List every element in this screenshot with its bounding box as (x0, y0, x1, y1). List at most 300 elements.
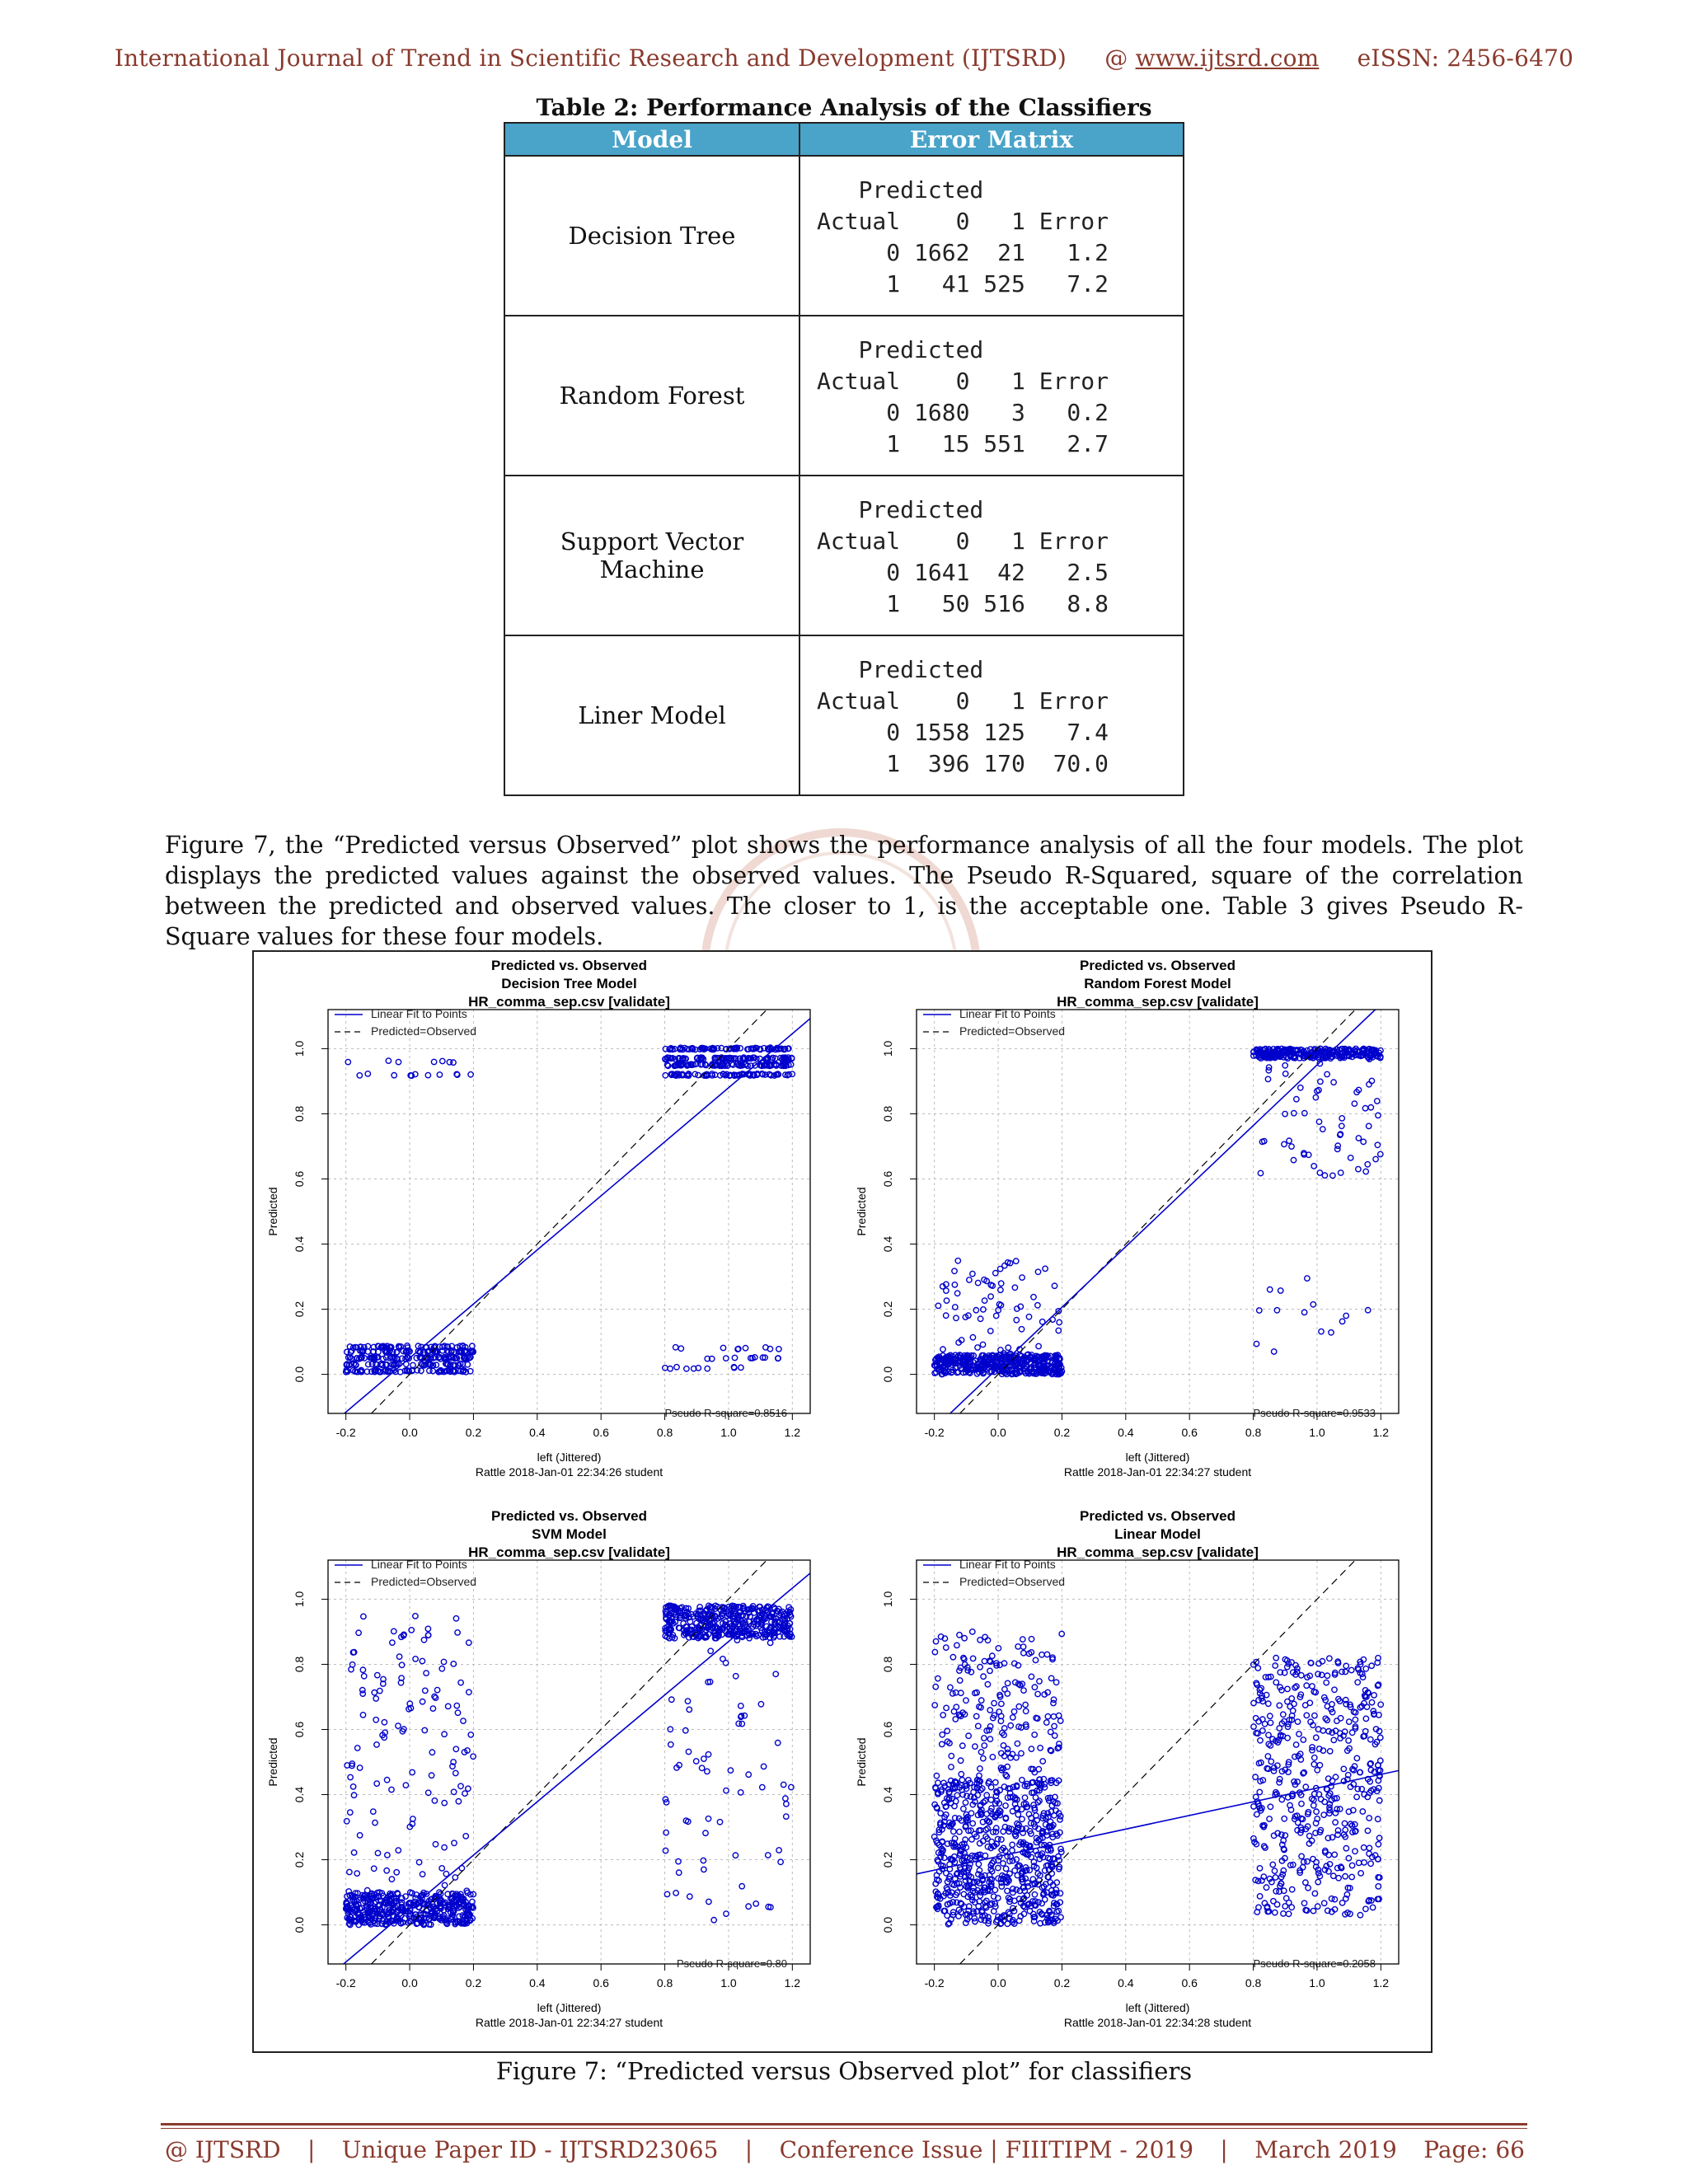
data-point (1357, 1913, 1362, 1918)
data-point (957, 1633, 962, 1638)
data-point (1271, 1899, 1276, 1904)
footer-conference: Conference Issue | FIIITIPM - 2019 (779, 2136, 1194, 2163)
data-point (1343, 1874, 1348, 1879)
data-point (1037, 1679, 1042, 1684)
y-tick-label: 0.4 (293, 1786, 306, 1803)
model-cell: Decision Tree (504, 156, 799, 316)
data-point (1350, 1730, 1355, 1735)
data-point (738, 1365, 743, 1370)
data-point (1003, 1866, 1008, 1871)
data-point (962, 1636, 967, 1641)
data-point (1020, 1816, 1025, 1821)
data-point (699, 1765, 704, 1770)
data-point (365, 1888, 370, 1893)
data-point (374, 1781, 379, 1786)
data-point (743, 1346, 748, 1351)
data-point (950, 1691, 955, 1696)
data-point (959, 1690, 964, 1695)
data-point (442, 1844, 447, 1849)
x-tick-label: -0.2 (335, 1426, 356, 1439)
error-matrix: Predicted Actual 0 1 Error 0 1662 21 1.2 1 41 525 7.2 (817, 176, 1109, 298)
data-point (1015, 1644, 1020, 1649)
legend-label: Linear Fit to Points (959, 1558, 1056, 1571)
data-point (932, 1649, 937, 1654)
data-point (686, 1749, 691, 1754)
chart-dataset: HR_comma_sep.csv [validate] (1057, 994, 1259, 1010)
data-point (396, 1654, 401, 1659)
data-point (1356, 1166, 1361, 1171)
data-point (1373, 1156, 1378, 1161)
chart-footer: Rattle 2018-Jan-01 22:34:27 student (475, 2016, 663, 2029)
y-tick-label: 0.8 (881, 1656, 894, 1673)
data-point (452, 1840, 457, 1845)
data-point (1043, 1266, 1048, 1271)
data-point (371, 1809, 376, 1814)
data-point (348, 1810, 353, 1815)
y-axis-label: Predicted (266, 1737, 279, 1787)
data-point (425, 1626, 430, 1631)
data-point (351, 1793, 356, 1797)
x-tick-label: 1.0 (1309, 1426, 1325, 1439)
data-point (1369, 1699, 1374, 1704)
data-point (1306, 1886, 1311, 1891)
data-point (673, 1891, 678, 1896)
data-point (1289, 1696, 1294, 1701)
data-point (373, 1718, 378, 1722)
data-point (969, 1837, 974, 1842)
data-point (357, 1833, 362, 1838)
data-point (1313, 1094, 1318, 1099)
data-point (455, 1710, 460, 1715)
data-point (415, 1343, 420, 1348)
data-point (976, 1862, 981, 1867)
data-point (1266, 1701, 1271, 1706)
data-point (420, 1699, 424, 1704)
data-point (999, 1281, 1004, 1286)
issn: eISSN: 2456-6470 (1357, 45, 1574, 72)
table-row (504, 316, 1184, 476)
data-point (1320, 1127, 1325, 1132)
data-point (1362, 1106, 1367, 1111)
data-point (683, 1728, 688, 1733)
journal-name: International Journal of Trend in Scientific Research and Development (IJTSRD) (114, 45, 1067, 72)
data-point (1019, 1327, 1024, 1332)
data-point (351, 1850, 356, 1855)
data-point (776, 1347, 781, 1352)
data-point (717, 1820, 722, 1825)
data-point (467, 1690, 471, 1694)
data-point (1058, 1718, 1063, 1723)
data-point (1286, 1911, 1291, 1916)
data-point (377, 1688, 382, 1693)
data-point (1004, 1774, 1009, 1779)
data-point (935, 1303, 940, 1308)
data-point (677, 1870, 682, 1875)
data-point (392, 1073, 396, 1078)
data-point (468, 1072, 473, 1077)
model-cell: Liner Model (504, 635, 799, 795)
data-point (1303, 1880, 1308, 1885)
data-point (978, 1665, 982, 1670)
data-point (736, 1721, 741, 1726)
data-point (940, 1732, 945, 1737)
data-point (1057, 1713, 1062, 1718)
data-point (1307, 1700, 1312, 1705)
data-point (732, 1355, 737, 1360)
data-point (1268, 1713, 1273, 1718)
chart-subtitle: Random Forest Model (1084, 976, 1231, 991)
y-tick-label: 0.4 (293, 1235, 306, 1253)
table-row (504, 476, 1184, 635)
data-point (676, 1858, 681, 1863)
data-point (957, 1829, 962, 1834)
data-point (1367, 1816, 1372, 1821)
data-point (1369, 1078, 1374, 1083)
x-tick-label: 0.4 (1118, 1976, 1134, 1990)
y-tick-label: 0.8 (881, 1105, 894, 1122)
data-point (1012, 1285, 1017, 1290)
x-tick-label: 0.0 (990, 1426, 1006, 1439)
data-point (1327, 1656, 1332, 1661)
identity-line (917, 965, 1399, 1457)
data-point (416, 1859, 421, 1864)
data-point (362, 1674, 367, 1679)
data-point (1343, 1313, 1348, 1318)
legend-label: Predicted=Observed (371, 1575, 477, 1588)
data-point (674, 1365, 679, 1370)
data-point (442, 1882, 447, 1887)
x-tick-label: 0.6 (593, 1426, 609, 1439)
data-point (454, 1703, 459, 1708)
data-point (425, 1633, 430, 1638)
data-point (1006, 1910, 1010, 1915)
data-point (389, 1877, 394, 1882)
data-point (1339, 1900, 1344, 1905)
data-point (1048, 1675, 1053, 1680)
data-point (778, 1859, 783, 1864)
data-point (1273, 1910, 1278, 1915)
data-point (442, 1800, 447, 1805)
identity-line (328, 1516, 810, 2008)
data-point (940, 1347, 945, 1352)
data-point (1369, 1663, 1374, 1668)
data-point (981, 1674, 986, 1679)
data-point (1032, 1685, 1037, 1690)
data-point (1268, 1720, 1273, 1725)
data-point (439, 1866, 444, 1871)
data-point (1363, 1169, 1368, 1174)
data-point (1257, 1866, 1262, 1871)
data-point (463, 1834, 468, 1839)
data-point (1033, 1795, 1038, 1800)
data-point (1026, 1315, 1031, 1319)
data-point (1258, 1738, 1263, 1743)
y-tick-label: 0.2 (881, 1851, 894, 1868)
data-point (1270, 1862, 1275, 1867)
x-axis-label: left (Jittered) (1125, 2001, 1190, 2014)
data-point (1324, 1680, 1329, 1685)
data-point (958, 1758, 963, 1763)
data-point (1335, 1143, 1340, 1148)
y-tick-label: 0.6 (881, 1170, 894, 1188)
data-point (663, 1848, 668, 1853)
data-point (668, 1742, 673, 1747)
data-point (1260, 1728, 1265, 1733)
identity-line (328, 965, 810, 1457)
data-point (724, 1788, 729, 1793)
data-point (1291, 1708, 1296, 1713)
data-point (760, 1784, 765, 1789)
data-point (1325, 1071, 1329, 1076)
data-point (728, 1768, 733, 1773)
data-point (784, 1802, 789, 1807)
data-point (1368, 1736, 1373, 1741)
data-point (982, 1743, 987, 1748)
data-point (1273, 1680, 1278, 1685)
data-point (1333, 1774, 1338, 1779)
data-point (944, 1645, 949, 1650)
data-point (733, 1853, 738, 1858)
data-point (1019, 1750, 1024, 1755)
data-point (1029, 1674, 1034, 1679)
data-point (1038, 1746, 1043, 1750)
matrix-cell (799, 476, 1184, 635)
data-point (951, 1829, 956, 1834)
data-point (1039, 1652, 1044, 1657)
data-point (453, 1746, 458, 1751)
data-point (375, 1672, 380, 1677)
data-point (1294, 1097, 1299, 1102)
data-point (1343, 1669, 1348, 1674)
data-point (1295, 1719, 1300, 1724)
data-point (1311, 1803, 1316, 1808)
data-point (1349, 1874, 1354, 1879)
data-point (1258, 1170, 1263, 1175)
data-point (1254, 1341, 1259, 1346)
data-point (394, 1870, 399, 1875)
data-point (1312, 1891, 1317, 1896)
data-point (382, 1720, 387, 1725)
data-point (1296, 1732, 1301, 1736)
data-point (953, 1305, 958, 1310)
x-tick-label: 0.8 (656, 1976, 673, 1990)
page-footer (165, 2136, 1525, 2163)
data-point (978, 1766, 982, 1771)
data-point (1377, 1798, 1382, 1803)
data-point (1035, 1691, 1040, 1696)
data-point (1273, 1656, 1278, 1661)
data-point (1328, 1749, 1333, 1754)
data-point (1031, 1295, 1036, 1300)
data-point (1312, 1755, 1317, 1760)
data-point (949, 1753, 954, 1758)
y-tick-label: 1.0 (293, 1591, 306, 1608)
data-point (452, 1875, 457, 1880)
data-point (1365, 1162, 1370, 1167)
error-matrix: Predicted Actual 0 1 Error 0 1641 42 2.5 1 50 516 8.8 (817, 496, 1109, 617)
data-point (413, 1614, 418, 1619)
data-point (423, 1688, 428, 1693)
data-point (767, 1640, 772, 1645)
chart-dataset: HR_comma_sep.csv [validate] (1057, 1544, 1259, 1560)
x-tick-label: 1.2 (784, 1976, 801, 1990)
data-point (1301, 1737, 1306, 1742)
data-point (461, 1718, 466, 1723)
data-point (1336, 1876, 1341, 1881)
data-point (345, 1819, 349, 1824)
data-point (1267, 1816, 1272, 1821)
data-point (961, 1891, 966, 1896)
data-point (1338, 1716, 1343, 1721)
data-point (706, 1752, 710, 1757)
data-point (985, 1682, 990, 1687)
data-point (458, 1783, 463, 1788)
data-point (705, 1769, 710, 1774)
data-point (1332, 1687, 1337, 1692)
data-point (966, 1733, 971, 1738)
data-point (1273, 1875, 1278, 1880)
at-sign: @ (1104, 45, 1128, 72)
data-point (1022, 1795, 1027, 1800)
fit-line (328, 1573, 810, 1977)
data-point (706, 1816, 710, 1821)
error-matrix: Predicted Actual 0 1 Error 0 1680 3 0.2 1 15 551 2.7 (817, 336, 1109, 457)
footer-rule (161, 2123, 1527, 2125)
data-point (1029, 1637, 1034, 1642)
data-point (392, 1629, 396, 1633)
data-point (1330, 1173, 1335, 1178)
data-point (664, 1891, 669, 1896)
data-point (425, 1072, 430, 1077)
data-point (1314, 1735, 1319, 1740)
y-tick-label: 0.6 (293, 1170, 306, 1188)
fit-line (328, 1019, 810, 1427)
data-point (988, 1329, 993, 1333)
data-point (1305, 1276, 1310, 1281)
data-point (940, 1741, 945, 1746)
data-point (396, 1723, 401, 1728)
chart-dataset: HR_comma_sep.csv [validate] (468, 994, 670, 1010)
data-point (420, 1872, 424, 1877)
body-paragraph: Figure 7, the “Predicted versus Observed” plot shows the performance analysis of all the four models. The plot displays the predicted values against the observed values. The Pseudo R-Squared, square of the correlation between the predicted and observed values. The closer to 1, is the acceptable one. Table 3 gives Pseudo R-Square values for these four models. (165, 832, 1523, 950)
data-point (1002, 1726, 1007, 1731)
data-point (1015, 1812, 1020, 1817)
data-point (1268, 1759, 1273, 1764)
data-point (967, 1277, 972, 1282)
x-tick-label: 0.8 (1245, 1976, 1262, 1990)
data-point (456, 1799, 461, 1804)
data-point (453, 1770, 458, 1775)
x-tick-label: 0.6 (1181, 1976, 1198, 1990)
data-point (437, 1072, 442, 1077)
data-point (1273, 1663, 1278, 1668)
data-point (433, 1842, 438, 1847)
data-point (357, 1765, 362, 1770)
matrix-cell (799, 316, 1184, 476)
performance-table (504, 122, 1184, 796)
data-point (1035, 1303, 1040, 1308)
data-point (1352, 1101, 1357, 1106)
data-point (1016, 1704, 1021, 1709)
pseudo-r2-label: Pseudo R-square=0.9533 (1253, 1407, 1376, 1419)
x-axis-label: left (Jittered) (537, 1451, 602, 1464)
pseudo-r2-label: Pseudo R-square=0.8516 (664, 1407, 787, 1419)
data-point (746, 1904, 751, 1909)
data-point (1006, 1345, 1010, 1350)
data-point (998, 1287, 1003, 1292)
data-point (1299, 1854, 1304, 1858)
journal-site-link[interactable]: www.ijtsrd.com (1135, 45, 1320, 72)
data-point (1301, 1310, 1306, 1315)
data-point (396, 1848, 401, 1853)
data-point (1333, 1820, 1338, 1825)
data-point (429, 1773, 434, 1778)
data-point (701, 1756, 706, 1761)
data-point (936, 1878, 941, 1883)
data-point (360, 1667, 365, 1672)
data-point (1281, 1712, 1286, 1717)
data-point (982, 1853, 987, 1858)
data-point (1032, 1892, 1037, 1897)
x-tick-label: 0.8 (656, 1426, 673, 1439)
chart-footer: Rattle 2018-Jan-01 22:34:28 student (1063, 2016, 1252, 2029)
data-point (1005, 1680, 1010, 1685)
data-point (468, 1732, 473, 1737)
data-point (935, 1780, 940, 1785)
data-point (758, 1702, 763, 1707)
data-point (1367, 1845, 1372, 1850)
data-point (356, 1630, 361, 1635)
data-point (1315, 1879, 1320, 1884)
data-point (1347, 1719, 1352, 1724)
data-point (1014, 1318, 1019, 1323)
data-point (1282, 1904, 1287, 1909)
data-point (1271, 1769, 1276, 1774)
data-point (430, 1706, 435, 1711)
data-point (954, 1798, 959, 1803)
data-point (1021, 1651, 1026, 1656)
data-point (1341, 1766, 1346, 1771)
data-point (455, 1630, 460, 1635)
data-point (685, 1699, 690, 1704)
data-point (451, 1661, 456, 1666)
y-tick-label: 0.2 (293, 1851, 306, 1868)
data-point (441, 1659, 446, 1664)
data-point (1008, 1723, 1013, 1728)
data-point (396, 1059, 401, 1064)
data-point (1311, 1762, 1316, 1767)
data-point (1013, 1680, 1018, 1685)
data-point (954, 1315, 959, 1320)
data-point (996, 1709, 1001, 1714)
data-point (970, 1271, 975, 1276)
running-header (0, 45, 1688, 72)
data-point (1058, 1915, 1063, 1919)
data-point (447, 1060, 452, 1065)
data-point (940, 1713, 945, 1718)
data-point (1285, 1664, 1290, 1669)
figure-caption: Figure 7: “Predicted versus Observed plot” for classifiers (495, 2057, 1193, 2085)
data-point (1285, 1686, 1290, 1691)
data-point (987, 1668, 992, 1673)
data-point (375, 1850, 380, 1855)
x-tick-label: 0.8 (1245, 1426, 1262, 1439)
data-point (373, 1820, 377, 1825)
data-point (1283, 1071, 1288, 1076)
data-point (1023, 1702, 1028, 1707)
chart-dataset: HR_comma_sep.csv [validate] (468, 1544, 670, 1560)
data-point (1051, 1700, 1056, 1705)
